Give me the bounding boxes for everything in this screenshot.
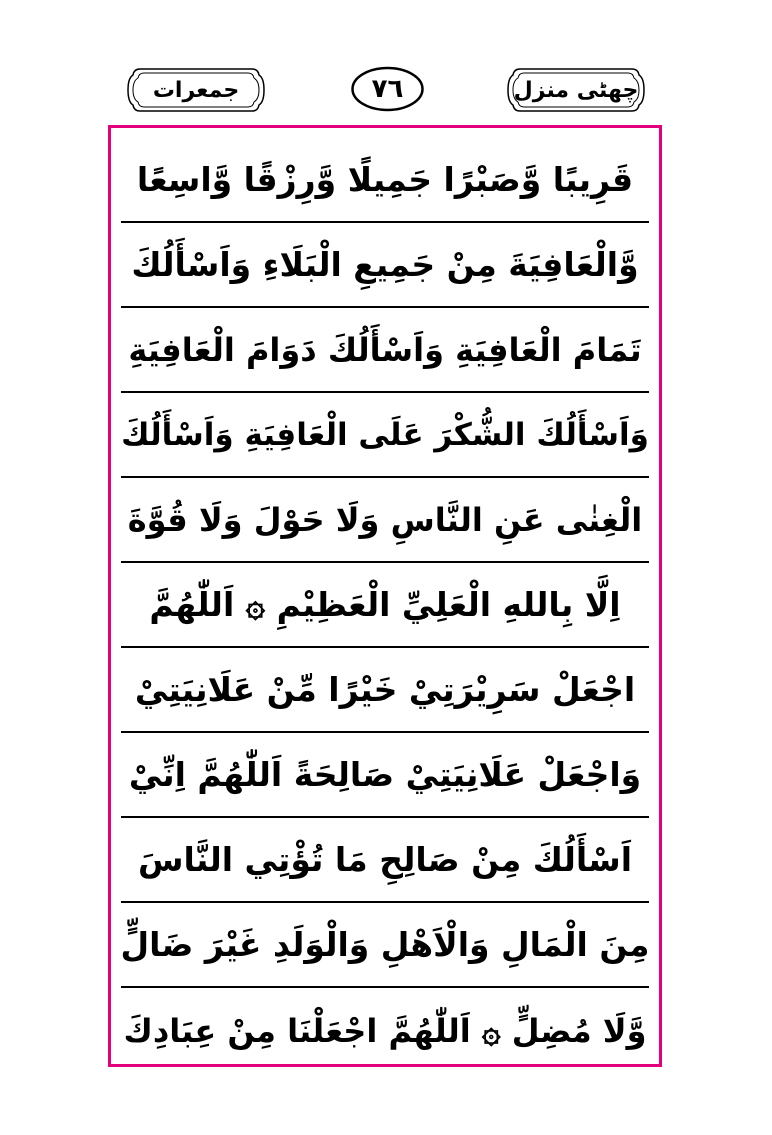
text-line-9: اَسْأَلُكَ مِنْ صَالِحِ مَا تُؤْتِي النَّاسَ <box>121 818 649 903</box>
text-line-8: وَاجْعَلْ عَلَانِيَتِيْ صَالِحَةً اَللّٰهُمَّ اِنِّيْ <box>121 733 649 818</box>
text-line-5: الْغِنٰى عَنِ النَّاسِ وَلَا حَوْلَ وَلَا قُوَّةَ <box>121 478 649 563</box>
page-number-badge <box>350 65 425 113</box>
text-line-6: اِلَّا بِاللهِ الْعَلِيِّ الْعَظِيْمِ ۞ اَللّٰهُمَّ <box>121 563 649 648</box>
text-line-10: مِنَ الْمَالِ وَالْاَهْلِ وَالْوَلَدِ غَيْرَ ضَالٍّ <box>121 903 649 988</box>
manzil-cartouche <box>506 65 646 115</box>
arabic-text-block <box>121 138 649 1056</box>
text-line-4: وَاَسْأَلُكَ الشُّكْرَ عَلَى الْعَافِيَةِ وَاَسْأَلُكَ <box>121 393 649 478</box>
manzil-label: چھٹی منزل <box>513 77 639 103</box>
text-line-1: قَرِيبًا وَّصَبْرًا جَمِيلًا وَّرِزْقًا وَّاسِعًا <box>121 138 649 223</box>
text-line-2: وَّالْعَافِيَةَ مِنْ جَمِيعِ الْبَلَاءِ وَاَسْأَلُكَ <box>121 223 649 308</box>
day-label: جمعرات <box>152 77 240 103</box>
text-line-3: تَمَامَ الْعَافِيَةِ وَاَسْأَلُكَ دَوَامَ الْعَافِيَةِ <box>121 308 649 393</box>
page-header <box>0 55 772 130</box>
day-cartouche <box>126 65 266 115</box>
text-line-7: اجْعَلْ سَرِيْرَتِيْ خَيْرًا مِّنْ عَلَانِيَتِيْ <box>121 648 649 733</box>
text-line-11: وَّلَا مُضِلٍّ ۞ اَللّٰهُمَّ اجْعَلْنَا مِنْ عِبَادِكَ <box>123 1011 647 1050</box>
page-number: ٧٦ <box>371 74 404 104</box>
text-frame <box>108 125 662 1067</box>
